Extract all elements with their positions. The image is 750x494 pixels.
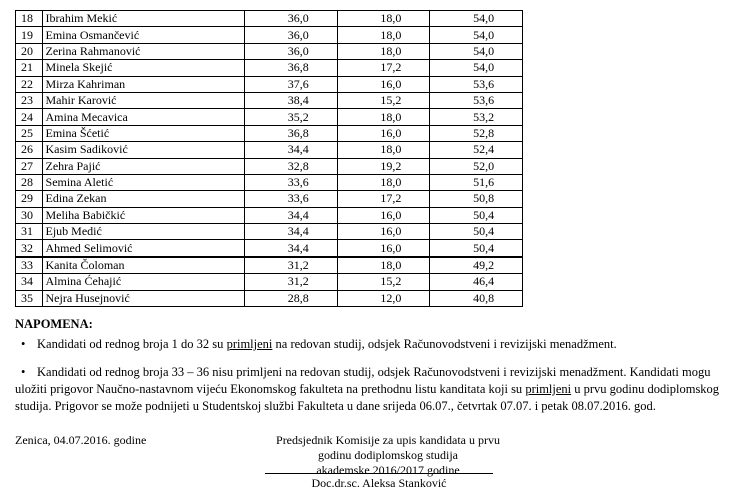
name-cell: Ibrahim Mekić: [42, 11, 244, 27]
total-cell: 50,8: [430, 191, 523, 207]
note-line2-underlined: primljeni: [525, 382, 572, 396]
name-cell: Kanita Čoloman: [42, 257, 244, 274]
score2-cell: 18,0: [337, 27, 430, 43]
table-row: [16, 109, 523, 125]
name-cell: Ejub Medić: [42, 224, 244, 240]
note-line1-text: Kandidati od rednog broja 33 – 36 nisu primljeni na redovan studij, odsjek Računovodstveni i revizijski menadžment. Kandidati mogu: [37, 365, 711, 379]
bullet-icon: •: [21, 365, 26, 379]
score1-cell: 33,6: [244, 191, 337, 207]
total-cell: 49,2: [430, 257, 523, 274]
note-not-accepted: [15, 364, 735, 415]
rank-cell: 22: [16, 76, 43, 92]
score1-cell: 34,4: [244, 224, 337, 240]
rank-cell: 25: [16, 125, 43, 141]
president-title: [258, 433, 518, 478]
rank-cell: 28: [16, 174, 43, 190]
table-row: [16, 174, 523, 190]
total-cell: 46,4: [430, 274, 523, 290]
score1-cell: 37,6: [244, 76, 337, 92]
score2-cell: 18,0: [337, 11, 430, 27]
score1-cell: 35,2: [244, 109, 337, 125]
rank-cell: 19: [16, 27, 43, 43]
name-cell: Emina Osmančević: [42, 27, 244, 43]
score2-cell: 18,0: [337, 109, 430, 125]
name-cell: Minela Skejić: [42, 60, 244, 76]
rank-cell: 18: [16, 11, 43, 27]
table-row: [16, 290, 523, 306]
total-cell: 54,0: [430, 60, 523, 76]
name-cell: Nejra Husejnović: [42, 290, 244, 306]
note-not-accepted-line1: [15, 364, 735, 381]
total-cell: 40,8: [430, 290, 523, 306]
total-cell: 50,4: [430, 240, 523, 257]
name-cell: Almina Ćehajić: [42, 274, 244, 290]
note-not-accepted-line3: studija. Prigovor se može podnijeti u Studentskoj službi Fakulteta u dane srijeda 06.07., četvrtak 07.07. i petak 08.07.2016. god.: [15, 399, 656, 413]
score1-cell: 38,4: [244, 92, 337, 108]
table-row: [16, 92, 523, 108]
name-cell: Semina Aletić: [42, 174, 244, 190]
score2-cell: 16,0: [337, 207, 430, 223]
napomena-heading: NAPOMENA:: [15, 317, 93, 331]
score1-cell: 36,8: [244, 125, 337, 141]
score2-cell: 18,0: [337, 43, 430, 59]
table-row: [16, 207, 523, 223]
rank-cell: 34: [16, 274, 43, 290]
note-accepted-underlined: primljeni: [226, 337, 273, 351]
table-row: [16, 27, 523, 43]
rank-cell: 21: [16, 60, 43, 76]
rank-cell: 32: [16, 240, 43, 257]
total-cell: 51,6: [430, 174, 523, 190]
total-cell: 52,0: [430, 158, 523, 174]
results-table-body: [16, 11, 523, 307]
total-cell: 52,8: [430, 125, 523, 141]
total-cell: 50,4: [430, 224, 523, 240]
name-cell: Emina Šćetić: [42, 125, 244, 141]
signer-name: Doc.dr.sc. Aleksa Stanković: [311, 476, 447, 490]
score2-cell: 16,0: [337, 224, 430, 240]
score2-cell: 15,2: [337, 92, 430, 108]
note-accepted-pre: Kandidati od rednog broja 1 do 32 su: [37, 337, 227, 351]
total-cell: 53,6: [430, 76, 523, 92]
table-row: [16, 60, 523, 76]
score2-cell: 16,0: [337, 240, 430, 257]
score1-cell: 28,8: [244, 290, 337, 306]
place-date: Zenica, 04.07.2016. godine: [15, 433, 147, 447]
score1-cell: 34,4: [244, 207, 337, 223]
total-cell: 53,6: [430, 92, 523, 108]
rank-cell: 35: [16, 290, 43, 306]
score2-cell: 16,0: [337, 76, 430, 92]
score2-cell: 12,0: [337, 290, 430, 306]
rank-cell: 33: [16, 257, 43, 274]
bullet-icon: •: [21, 337, 26, 351]
note-line2-post: u prvu godinu dodiplomskog: [571, 382, 720, 396]
name-cell: Mirza Kahriman: [42, 76, 244, 92]
total-cell: 52,4: [430, 142, 523, 158]
name-cell: Zehra Pajić: [42, 158, 244, 174]
score1-cell: 31,2: [244, 274, 337, 290]
rank-cell: 20: [16, 43, 43, 59]
score2-cell: 18,0: [337, 142, 430, 158]
table-row: [16, 43, 523, 59]
score1-cell: 31,2: [244, 257, 337, 274]
score2-cell: 15,2: [337, 274, 430, 290]
rank-cell: 27: [16, 158, 43, 174]
score1-cell: 34,4: [244, 240, 337, 257]
table-row: [16, 257, 523, 274]
total-cell: 54,0: [430, 43, 523, 59]
rank-cell: 29: [16, 191, 43, 207]
table-row: [16, 142, 523, 158]
score1-cell: 36,0: [244, 11, 337, 27]
score1-cell: 36,0: [244, 43, 337, 59]
table-row: [16, 274, 523, 290]
name-cell: Mahir Karović: [42, 92, 244, 108]
rank-cell: 24: [16, 109, 43, 125]
table-row: [16, 11, 523, 27]
table-row: [16, 125, 523, 141]
results-table: [15, 10, 523, 307]
name-cell: Meliha Babičkić: [42, 207, 244, 223]
table-row: [16, 158, 523, 174]
score2-cell: 19,2: [337, 158, 430, 174]
rank-cell: 30: [16, 207, 43, 223]
total-cell: 53,2: [430, 109, 523, 125]
signature-line: [265, 473, 493, 474]
total-cell: 54,0: [430, 27, 523, 43]
name-cell: Ahmed Selimović: [42, 240, 244, 257]
table-row: [16, 224, 523, 240]
name-cell: Kasim Sadiković: [42, 142, 244, 158]
president-title-line2: akademske 2016/2017 godine: [316, 463, 460, 477]
table-row: [16, 240, 523, 257]
table-row: [16, 76, 523, 92]
note-not-accepted-line2: [15, 381, 735, 398]
score2-cell: 18,0: [337, 174, 430, 190]
rank-cell: 23: [16, 92, 43, 108]
score2-cell: 17,2: [337, 191, 430, 207]
total-cell: 50,4: [430, 207, 523, 223]
note-accepted: [15, 336, 735, 353]
president-title-line1: Predsjednik Komisije za upis kandidata u prvu godinu dodiplomskog studija: [276, 433, 500, 462]
note-line2-pre: uložiti prigovor Naučno-nastavnom vijeću Ekonomskog fakulteta na prethodnu listu kanditata koji su: [15, 382, 526, 396]
score1-cell: 32,8: [244, 158, 337, 174]
score1-cell: 34,4: [244, 142, 337, 158]
note-accepted-post: na redovan studij, odsjek Računovodstveni i revizijski menadžment.: [272, 337, 617, 351]
score2-cell: 16,0: [337, 125, 430, 141]
total-cell: 54,0: [430, 11, 523, 27]
name-cell: Zerina Rahmanović: [42, 43, 244, 59]
rank-cell: 26: [16, 142, 43, 158]
score1-cell: 36,8: [244, 60, 337, 76]
score1-cell: 33,6: [244, 174, 337, 190]
name-cell: Edina Zekan: [42, 191, 244, 207]
score2-cell: 18,0: [337, 257, 430, 274]
rank-cell: 31: [16, 224, 43, 240]
score2-cell: 17,2: [337, 60, 430, 76]
score1-cell: 36,0: [244, 27, 337, 43]
table-row: [16, 191, 523, 207]
name-cell: Amina Mecavica: [42, 109, 244, 125]
